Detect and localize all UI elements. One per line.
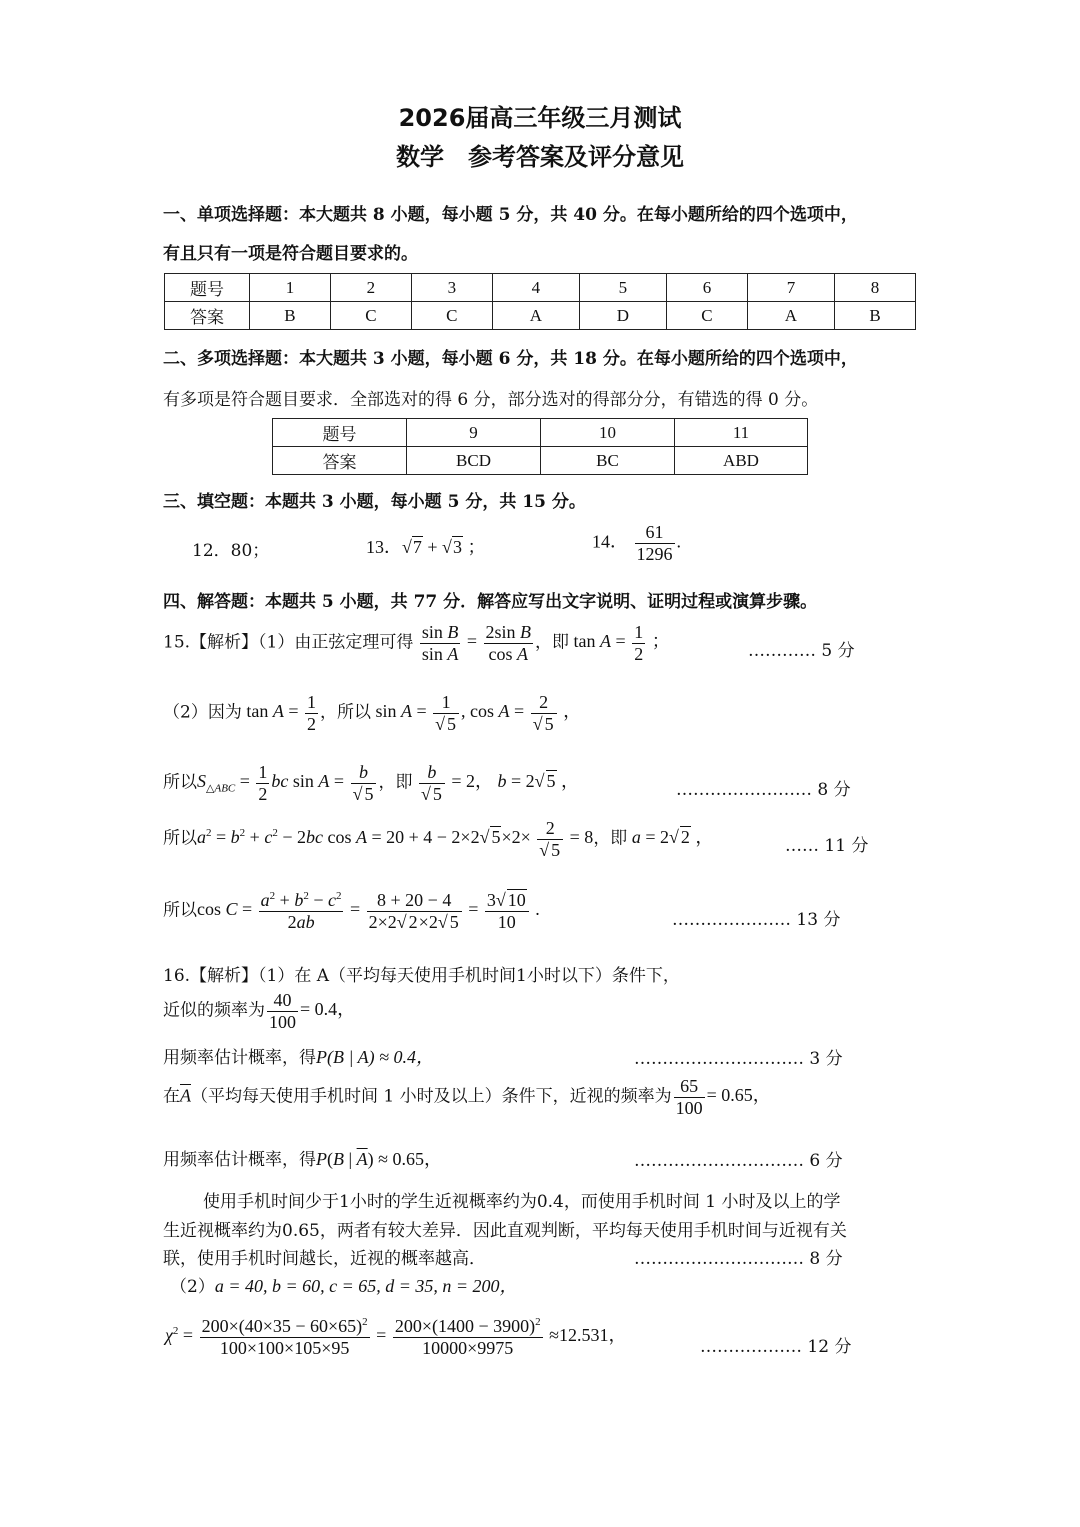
table-cell: C bbox=[666, 302, 747, 330]
q16-head: 16.【解析】（1）在 A（平均每天使用手机时间1小时以下）条件下， bbox=[163, 966, 680, 986]
table-cell: 3 bbox=[411, 274, 492, 302]
q14-label: 14． bbox=[592, 531, 628, 552]
q15-text: （2）因为 bbox=[163, 702, 242, 723]
table-cell: BCD bbox=[407, 447, 541, 475]
score-mark: …… 11 分 bbox=[785, 836, 869, 856]
q15-text: 所以 bbox=[163, 772, 197, 793]
q16-line4: 用频率估计概率，得P(B | $\overline{A}) \approx 0.65$， bbox=[163, 1149, 442, 1170]
section2-heading-cont: 有多项是符合题目要求．全部选对的得 6 分，部分选对的得部分分，有错选的得 0 分。 bbox=[163, 390, 819, 410]
q15-text: 所以 bbox=[163, 900, 197, 921]
q16-text: 用频率估计概率，得 bbox=[163, 1150, 316, 1170]
multi-choice-table bbox=[272, 418, 808, 475]
page-title: 2026届高三年级三月测试 bbox=[398, 104, 682, 132]
table-row bbox=[273, 447, 808, 475]
table-cell: C bbox=[330, 302, 411, 330]
score-mark: …………………… 8 分 bbox=[676, 780, 851, 800]
table-row bbox=[165, 274, 916, 302]
q16-text: = 0.65， bbox=[706, 1085, 771, 1106]
score-mark: ………………………… 8 分 bbox=[634, 1249, 843, 1269]
q16-text: 在 bbox=[163, 1086, 180, 1107]
table-row bbox=[273, 419, 808, 447]
score-mark: ………… 5 分 bbox=[748, 641, 855, 661]
q15-text: ，即 bbox=[535, 632, 570, 653]
q16-line3: 在$\overline{A}$（平均每天使用手机时间 1 小时及以上）条件下，近视的频率为 $\frac{65}{100}$ = 0.65， bbox=[163, 1076, 771, 1118]
q16-line1: 近似的频率为 $\frac{40}{100}$ = 0.4， bbox=[163, 990, 356, 1032]
table-cell: 1 bbox=[250, 274, 331, 302]
q16-para-line3: 联，使用手机时间越长，近视的概率越高． bbox=[163, 1249, 486, 1269]
table-cell: D bbox=[579, 302, 666, 330]
table-cell: BC bbox=[541, 447, 675, 475]
q15-line1: 15.【解析】（1）由正弦定理可得 $\frac{\text{sin B}}{\text{sin A}}$ = $\frac{\text{2sin B}}{\text{cos A}}$ ，即 tan A = $\frac{1}{2}$ ； bbox=[163, 622, 670, 664]
q16-math: a = 40, b = 60, c = 65, d = 35, n = 200， bbox=[214, 1276, 518, 1296]
table-cell: 2 bbox=[330, 274, 411, 302]
table-cell: B bbox=[250, 302, 331, 330]
q16-text: 用频率估计概率，得 bbox=[163, 1048, 316, 1068]
score-mark: ………………………… 3 分 bbox=[634, 1049, 843, 1069]
table-cell: C bbox=[411, 302, 492, 330]
section1-heading-cont: 有且只有一项是符合题目要求的。 bbox=[163, 244, 418, 264]
q15-text: 所以 bbox=[163, 828, 197, 849]
section3-heading: 三、填空题：本题共 3 小题，每小题 5 分，共 15 分。 bbox=[163, 492, 586, 512]
q16-para-line1: 使用手机时间少于1小时的学生近视概率约为0.4，而使用手机时间 1 小时及以上的学 bbox=[203, 1192, 841, 1212]
table-cell: 题号 bbox=[165, 274, 250, 302]
table-cell: 答案 bbox=[273, 447, 407, 475]
q14-denominator: 1296 bbox=[636, 543, 673, 564]
q15-line2: （2）因为 tan A = $\frac{1}{2}$ ，所以 sin A = $\frac{1}{√ 5}$ , cos A = $\frac{2}{√ 5}$ ， bbox=[163, 692, 582, 734]
q16-line2 bbox=[163, 1043, 434, 1069]
score-mark: ………………………… 6 分 bbox=[634, 1151, 843, 1171]
table-cell: 9 bbox=[407, 419, 541, 447]
q15-head: 15.【解析】（1）由正弦定理可得 bbox=[163, 632, 414, 653]
table-cell: B bbox=[834, 302, 915, 330]
q16-line5 bbox=[170, 1272, 518, 1298]
q13-label: 13． bbox=[366, 537, 402, 557]
q16-math: P(B | A) ≈ 0.4， bbox=[316, 1047, 434, 1067]
table-cell: 10 bbox=[541, 419, 675, 447]
q16-para-line2: 生近视概率约为0.65，两者有较大差异．因此直观判断，平均每天使用手机时间与近视有关 bbox=[163, 1221, 847, 1241]
score-mark: ……………… 12 分 bbox=[700, 1337, 852, 1357]
answer-q13: 13．√7 + √3 ； bbox=[366, 537, 486, 557]
q15-text: ，即 bbox=[593, 828, 628, 849]
table-cell: 8 bbox=[834, 274, 915, 302]
answer-q14: 14． $\frac{61}{1296}$ . bbox=[592, 522, 681, 564]
q15-text: ，即 bbox=[378, 772, 413, 793]
section1-heading: 一、单项选择题：本大题共 8 小题，每小题 5 分，共 40 分。在每小题所给的四个选项中， bbox=[163, 205, 858, 225]
table-cell: 题号 bbox=[273, 419, 407, 447]
table-cell: 5 bbox=[579, 274, 666, 302]
table-row bbox=[165, 302, 916, 330]
q15-line3: 所以$S_{\triangle ABC}$ = $\frac{1}{2}$ bc sin A = $\frac{b}{√ 5}$ ，即 $\frac{b}{√ 5}$ = 2， b = 2√ 5 ， bbox=[163, 762, 580, 804]
answer-q12: 12．80； bbox=[192, 541, 270, 561]
section2-heading: 二、多项选择题：本大题共 3 小题，每小题 6 分，共 18 分。在每小题所给的四个选项中， bbox=[163, 349, 858, 369]
table-cell: 6 bbox=[666, 274, 747, 302]
q15-text: ，所以 bbox=[319, 702, 371, 723]
q16-chi-square: $\chi^2$ = $\frac{200\times(40\times 35 - 60\times 65)^2}{100\times 100\times 105\times 95}$ = $\frac{200\times(1400 - 3900)^2}{10000\times 9975}$ ≈12.531， bbox=[165, 1316, 627, 1358]
table-cell: 7 bbox=[747, 274, 834, 302]
page-subtitle: 数学 参考答案及评分意见 bbox=[396, 143, 684, 171]
q16-text: （平均每天使用手机时间 1 小时及以上）条件下，近视的频率为 bbox=[191, 1086, 672, 1107]
q15-line5: 所以cos C = $\frac{a^2 + b^2 - c^2}{2ab}$ = $\frac{8 + 20 - 4}{2\times 2√ 2\times 2√ 5}$ = $\frac{3√ 10}{10}$ . bbox=[163, 890, 540, 932]
table-cell: 答案 bbox=[165, 302, 250, 330]
single-choice-table bbox=[164, 273, 916, 330]
table-cell: 11 bbox=[675, 419, 808, 447]
table-cell: 4 bbox=[492, 274, 579, 302]
table-cell: ABD bbox=[675, 447, 808, 475]
q16-text: = 0.4， bbox=[300, 999, 356, 1020]
q16-text: （2） bbox=[170, 1277, 215, 1297]
table-cell: A bbox=[492, 302, 579, 330]
score-mark: ………………… 13 分 bbox=[672, 910, 841, 930]
q15-line4: 所以$a^2 = b^2 + c^2 - 2bc$ cos A = 20 + 4 − 2×2√ 5×2× $\frac{2}{√ 5}$ = 8，即 a = 2√ 2 ， bbox=[163, 818, 714, 860]
table-cell: A bbox=[747, 302, 834, 330]
q16-text: 近似的频率为 bbox=[163, 1000, 265, 1021]
q14-numerator: 61 bbox=[635, 522, 675, 544]
section4-heading: 四、解答题：本题共 5 小题，共 77 分．解答应写出文字说明、证明过程或演算步骤。 bbox=[163, 592, 818, 612]
